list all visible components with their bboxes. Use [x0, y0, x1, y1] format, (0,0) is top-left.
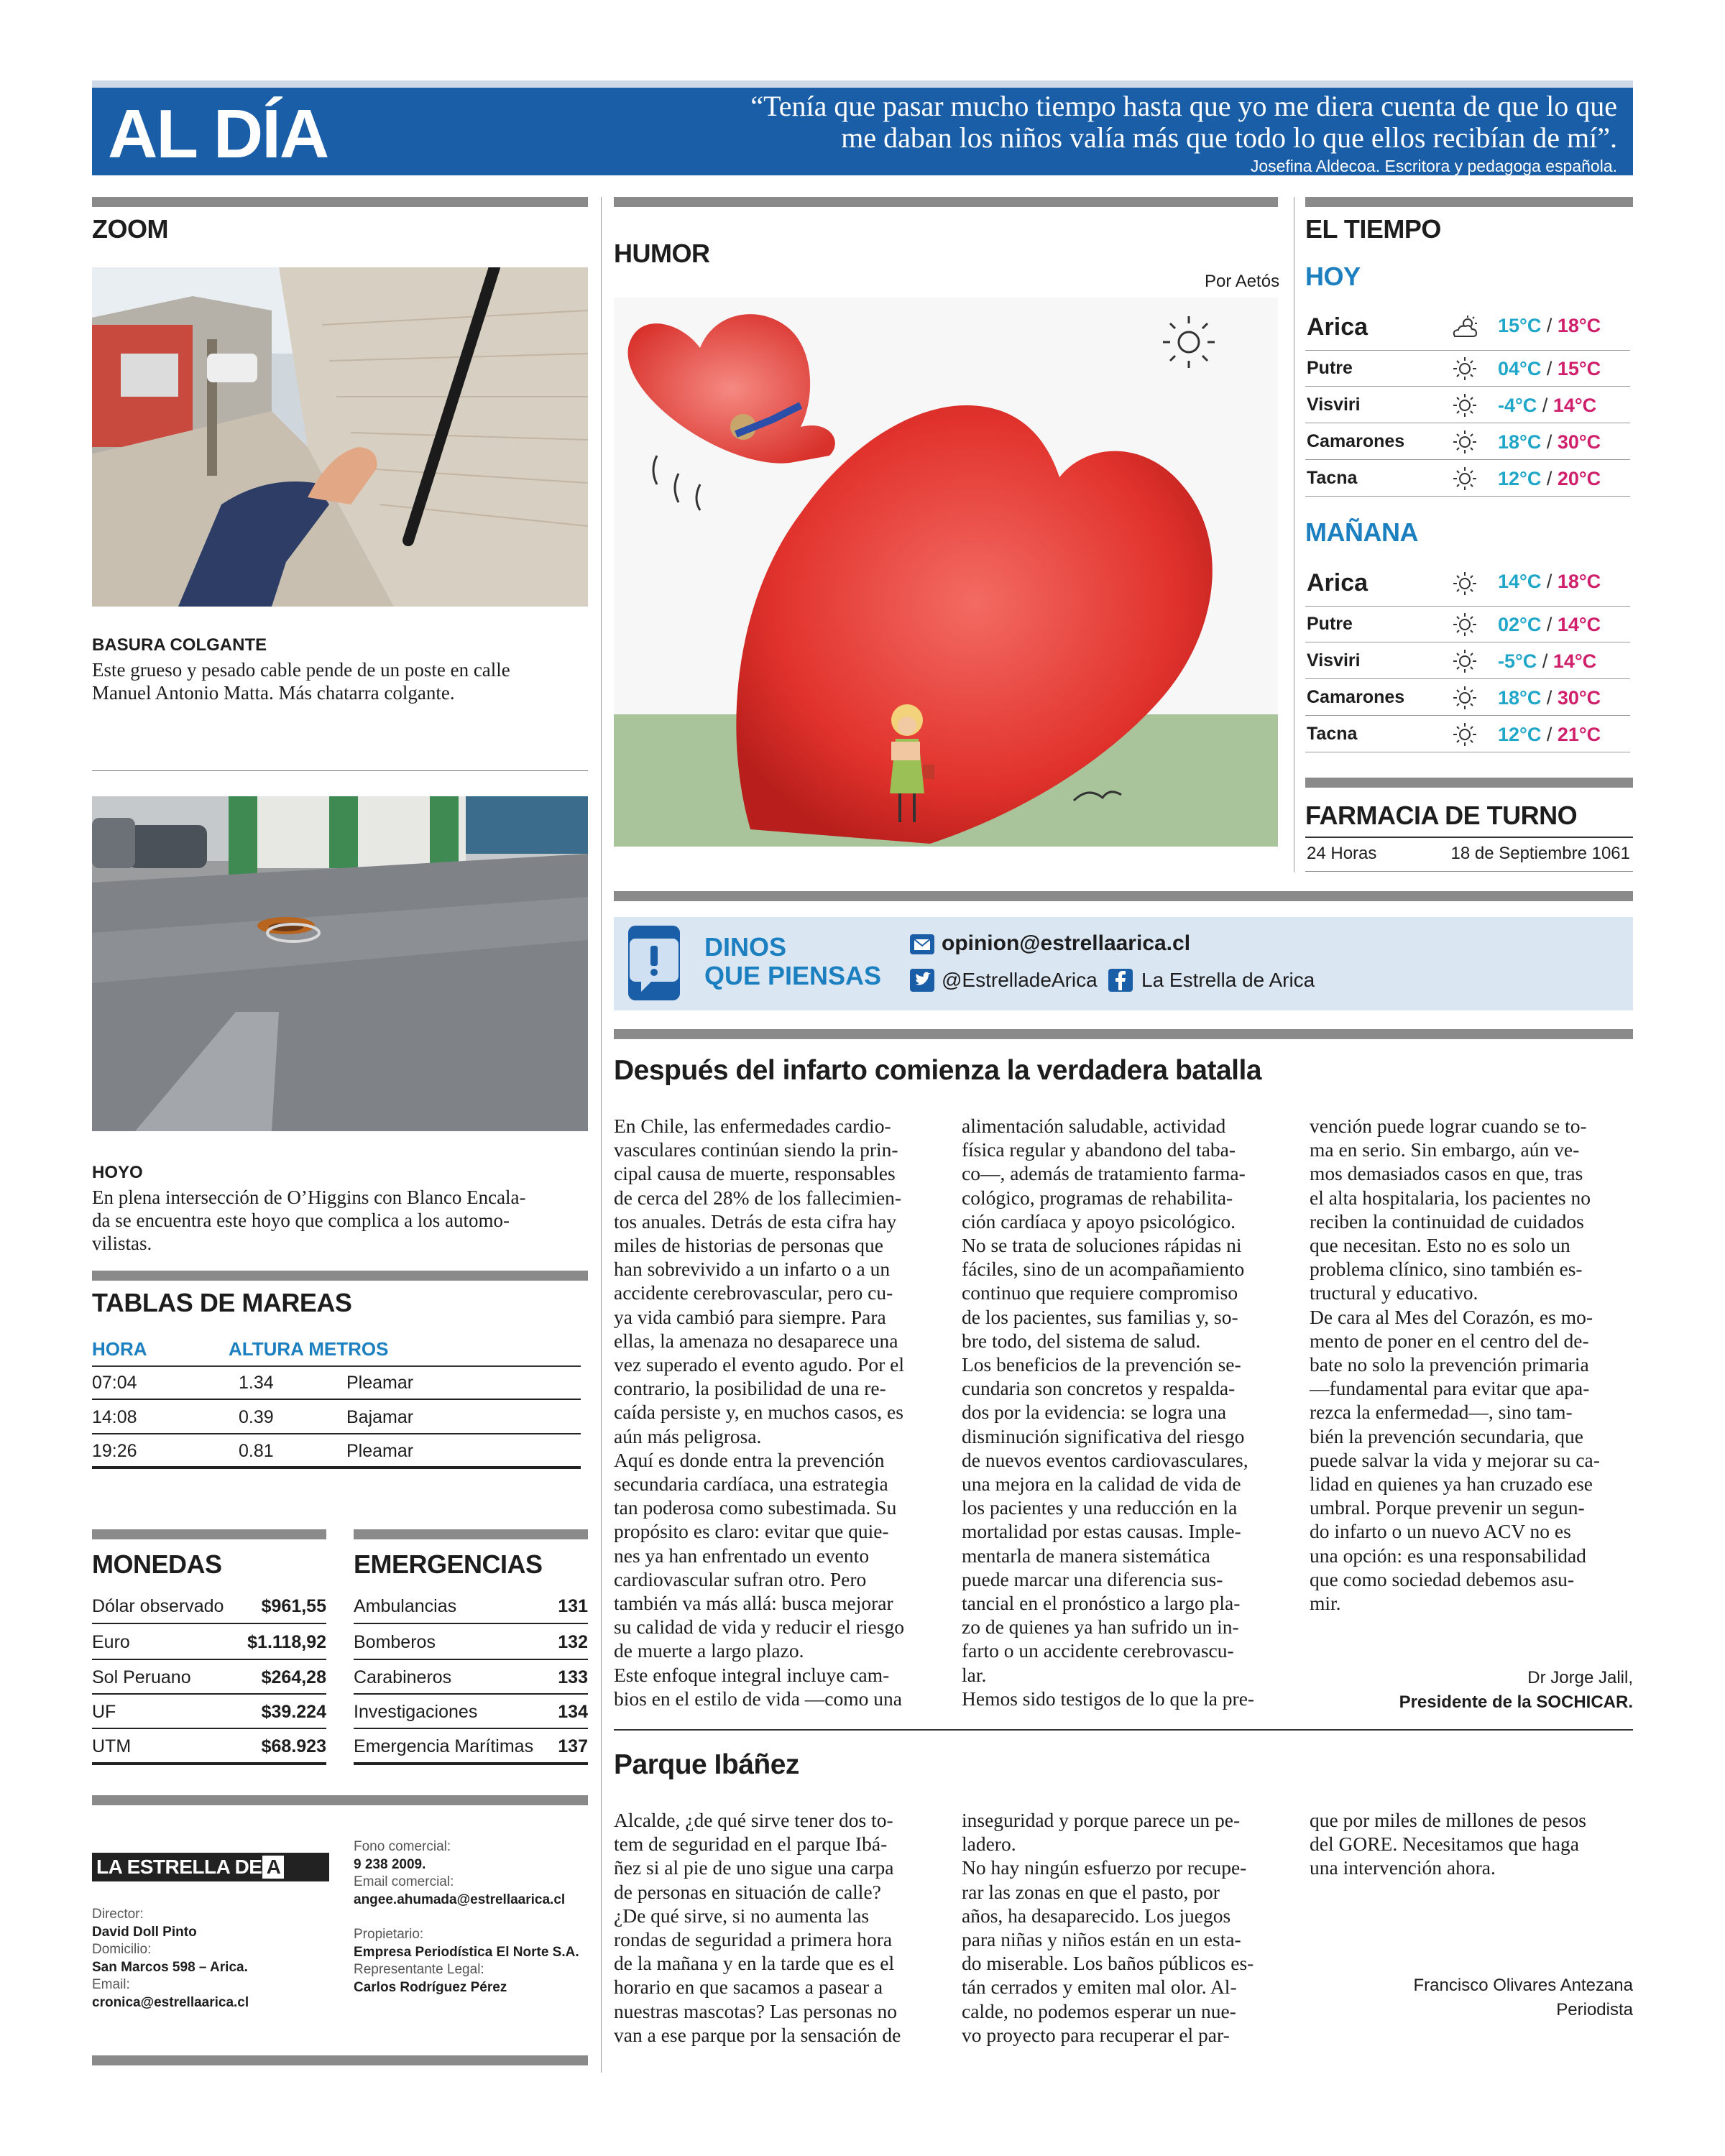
article-line: vasculares continúan siendo la prin-	[614, 1138, 898, 1161]
label: Fono comercial:	[354, 1839, 451, 1854]
contact-banner	[614, 917, 1633, 1010]
article-column-1	[614, 1808, 936, 2047]
weather-row	[1305, 387, 1630, 423]
article-line: que necesitan. Esto no es solo un	[1310, 1234, 1570, 1257]
article-title: Después del infarto comienza la verdadera batalla	[614, 1055, 1262, 1086]
article-line: años, ha desaparecido. Los juegos	[962, 1904, 1231, 1927]
weather-city: Putre	[1307, 358, 1353, 378]
rule	[92, 1271, 588, 1281]
article-line: ya vida cambió para siempre. Para	[614, 1305, 886, 1328]
tide-hour: 19:26	[92, 1440, 137, 1461]
article-line: De cara al Mes del Corazón, es mo-	[1310, 1305, 1593, 1328]
weather-temps	[1498, 395, 1596, 417]
email-icon	[910, 934, 934, 954]
article-line: propósito es claro: evitar que quie-	[614, 1520, 889, 1543]
weather-city: Tacna	[1307, 468, 1358, 488]
article-line: ladero.	[962, 1833, 1016, 1856]
rule	[614, 197, 1278, 207]
temp-min: -4°C	[1498, 395, 1537, 416]
temp-separator: /	[1541, 614, 1558, 635]
article-line: cológico, programas de rehabilita-	[962, 1186, 1233, 1209]
article-line: el alta hospitalaria, los pacientes no	[1310, 1186, 1591, 1209]
weather-city: Camarones	[1307, 687, 1405, 707]
column-divider	[601, 197, 602, 2073]
weather-today-label: HOY	[1305, 262, 1361, 291]
weather-row	[1305, 424, 1630, 460]
temp-separator: /	[1541, 687, 1558, 709]
temp-max: 14°C	[1557, 614, 1601, 635]
weather-row	[1305, 643, 1630, 679]
article-line: inseguridad y porque parece un pe-	[962, 1809, 1241, 1831]
caption-title-2: HOYO	[92, 1163, 143, 1182]
article-line: contrario, la posibilidad de una re-	[614, 1377, 886, 1400]
address: San Marcos 598 – Arica.	[92, 1959, 248, 1975]
currency-row	[92, 1696, 326, 1729]
label: Propietario:	[354, 1927, 424, 1942]
photo-pothole	[92, 796, 588, 1131]
emergency-row	[354, 1626, 588, 1660]
article-line: tancial en el pronóstico a largo pla-	[962, 1592, 1241, 1615]
article-line: vo proyecto para recuperar el par-	[962, 2023, 1230, 2046]
article-line: ñez si al pie de uno sigue una carpa	[614, 1856, 894, 1879]
article-column-2	[962, 1114, 1284, 1710]
emergency-number: 133	[558, 1667, 588, 1687]
article-line: su calidad de vida y reducir el riesgo	[614, 1616, 904, 1639]
currency-name: UTM	[92, 1736, 132, 1756]
weather-temps	[1498, 358, 1601, 380]
article-line: cipal causa de muerte, responsables	[614, 1162, 896, 1185]
sun-icon	[1449, 610, 1481, 639]
article-column-2	[962, 1808, 1284, 2047]
quote-author: Josefina Aldecoa. Escritora y pedagoga española.	[1250, 157, 1617, 175]
temp-max: 18°C	[1557, 315, 1601, 336]
emergency-name: Carabineros	[354, 1667, 452, 1687]
article-line: de los pacientes, sus familias y, so-	[962, 1305, 1238, 1328]
rule	[354, 1529, 588, 1539]
temp-separator: /	[1541, 571, 1558, 592]
sun-icon	[1449, 683, 1481, 712]
temp-max: 18°C	[1557, 571, 1601, 592]
article-line: van a ese parque por la sensación de	[614, 2023, 901, 2046]
commercial-email: angee.ahumada@estrellaarica.cl	[354, 1892, 566, 1907]
weather-temps	[1498, 724, 1601, 746]
rule	[614, 1729, 1633, 1731]
partly-cloudy-icon	[1449, 313, 1481, 342]
weather-row	[1305, 461, 1630, 497]
tide-row	[92, 1436, 581, 1469]
weather-city: Putre	[1307, 614, 1353, 634]
article-line: bién la prevención secundaria, que	[1310, 1424, 1584, 1447]
emergency-number: 137	[558, 1736, 588, 1756]
weather-row	[1305, 305, 1630, 351]
temp-separator: /	[1541, 358, 1558, 379]
article-line: accidente cerebrovascular, pero cu-	[614, 1281, 893, 1304]
cartoon-byline: Por Aetós	[1205, 272, 1280, 291]
temp-separator: /	[1541, 431, 1558, 453]
article-line: física regular y abandono del taba-	[962, 1138, 1236, 1161]
sun-icon	[1449, 720, 1481, 749]
article-line: No hay ningún esfuerzo por recupe-	[962, 1856, 1247, 1879]
owner: Empresa Periodística El Norte S.A.	[354, 1944, 579, 1960]
temp-max: 14°C	[1552, 395, 1597, 416]
article-line: secundaria cardíaca, una estrategia	[614, 1473, 888, 1496]
article-line: bate no solo la prevención primaria	[1310, 1353, 1589, 1376]
currency-row	[92, 1662, 326, 1695]
caption-line: vilistas.	[92, 1233, 152, 1254]
temp-max: 15°C	[1557, 358, 1601, 379]
article-column-3	[1310, 1808, 1633, 1880]
weather-temps	[1498, 687, 1601, 709]
article-line: mento de poner en el centro del de-	[1310, 1329, 1589, 1352]
article-line: Los beneficios de la prevención se-	[962, 1353, 1241, 1376]
article-line: lar.	[962, 1663, 987, 1686]
pharmacy-title: FARMACIA DE TURNO	[1305, 801, 1578, 830]
rule	[92, 1529, 326, 1539]
rule	[614, 1029, 1633, 1039]
article-signature	[1414, 1973, 1633, 2022]
caption-line: En plena intersección de O’Higgins con Blanco Encala-	[92, 1187, 526, 1208]
rule	[92, 2055, 588, 2065]
temp-min: 12°C	[1498, 724, 1542, 745]
article-line: farto o un accidente cerebrovascu-	[962, 1639, 1234, 1662]
currency-value: $1.118,92	[247, 1631, 326, 1652]
article-line: puede marcar una diferencia sus-	[962, 1567, 1223, 1590]
rule	[1305, 197, 1633, 207]
article-line: fáciles, sino de un acompañamiento	[962, 1258, 1245, 1281]
weather-row	[1305, 607, 1630, 642]
signature-name: Francisco Olivares Antezana	[1413, 1976, 1633, 1995]
weather-temps	[1498, 571, 1601, 593]
article-line: reciben la continuidad de cuidados	[1310, 1210, 1584, 1233]
rule	[614, 891, 1633, 901]
email: cronica@estrellaarica.cl	[92, 1994, 249, 2010]
article-line: han sobrevivido a un infarto o a un	[614, 1258, 891, 1281]
section-title: AL DÍA	[108, 96, 328, 172]
tide-row	[92, 1401, 581, 1434]
legal-rep: Carlos Rodríguez Pérez	[354, 1979, 507, 1995]
article-column-1	[614, 1114, 936, 1710]
article-line: do miserable. Los baños públicos es-	[962, 1952, 1254, 1975]
sun-icon	[1449, 354, 1481, 383]
caption-line: Este grueso y pesado cable pende de un poste en calle	[92, 659, 510, 681]
temp-min: 12°C	[1498, 468, 1542, 489]
currency-value: $68.923	[261, 1736, 326, 1756]
temp-separator: /	[1537, 650, 1553, 672]
tide-height: 1.34	[239, 1372, 274, 1393]
article-line: tán cerrados y emiten mal olor. Al-	[962, 1976, 1237, 1999]
article-line: también va más allá: busca mejorar	[614, 1592, 893, 1615]
tide-hour: 14:08	[92, 1406, 137, 1427]
currency-title: MONEDAS	[92, 1549, 222, 1579]
tide-type: Pleamar	[346, 1372, 414, 1393]
sun-icon	[1449, 428, 1481, 456]
article-line: rondas de seguridad a primera hora	[614, 1928, 893, 1951]
article-line: puede salvar la vida y mejorar su ca-	[1310, 1448, 1600, 1471]
article-line: del GORE. Necesitamos que haga	[1310, 1833, 1579, 1856]
pharmacy-address: 18 de Septiembre 1061	[1450, 844, 1630, 863]
article-signature	[1399, 1666, 1633, 1715]
article-line: umbral. Porque prevenir un segun-	[1310, 1496, 1585, 1519]
weather-row	[1305, 680, 1630, 716]
currency-value: $264,28	[261, 1667, 326, 1687]
weather-city: Visviri	[1307, 650, 1361, 671]
article-line: lidad en quienes ya han cruzado ese	[1310, 1473, 1593, 1496]
photo-hanging-cable	[92, 267, 588, 607]
weather-city: Tacna	[1307, 724, 1358, 744]
label: Director:	[92, 1907, 144, 1922]
emergency-row	[354, 1696, 588, 1729]
weather-city: Visviri	[1307, 395, 1361, 415]
temp-max: 20°C	[1557, 468, 1601, 489]
emergency-row	[354, 1662, 588, 1695]
weather-city: Arica	[1307, 313, 1368, 341]
weather-temps	[1498, 468, 1601, 490]
article-line: Aquí es donde entra la prevención	[614, 1448, 885, 1471]
logo-letter-a: A	[262, 1856, 284, 1879]
label: Email:	[92, 1977, 130, 1992]
article-line: caída persiste y, en muchos casos, es	[614, 1401, 903, 1424]
article-line: vez superado el evento agudo. Por el	[614, 1353, 904, 1376]
article-line: de la mañana y en la tarde que es el	[614, 1952, 895, 1975]
article-line: En Chile, las enfermedades cardio-	[614, 1115, 891, 1137]
tides-col-height: ALTURA METROS	[229, 1338, 389, 1360]
article-line: dos por la evidencia: se logra una	[962, 1401, 1227, 1424]
tides-col-hour: HORA	[92, 1338, 147, 1360]
currency-value: $39.224	[261, 1701, 326, 1722]
weather-tomorrow-label: MAÑANA	[1305, 517, 1418, 547]
emergency-number: 134	[558, 1701, 588, 1722]
label: Representante Legal:	[354, 1962, 484, 1977]
article-line: alimentación saludable, actividad	[962, 1115, 1226, 1137]
article-line: Este enfoque integral incluye cam-	[614, 1663, 890, 1686]
temp-min: -5°C	[1498, 650, 1537, 672]
masthead-right	[354, 1838, 579, 1996]
weather-temps	[1498, 614, 1601, 636]
currency-row	[92, 1626, 326, 1660]
caption-line: Manuel Antonio Matta. Más chatarra colgante.	[92, 682, 455, 704]
tide-height: 0.39	[239, 1406, 274, 1427]
rule	[92, 1795, 588, 1805]
signature-role: Periodista	[1556, 2000, 1633, 2019]
article-line: que por miles de millones de pesos	[1310, 1809, 1586, 1831]
article-line: zo de quienes ya han sufrido un in-	[962, 1616, 1239, 1639]
label: Email comercial:	[354, 1874, 454, 1889]
article-line: ma en serio. Sin embargo, aún ve-	[1310, 1138, 1580, 1161]
logo-text: LA ESTRELLA DE	[96, 1856, 262, 1878]
sun-icon	[1449, 647, 1481, 676]
sun-icon	[1449, 464, 1481, 493]
article-line: —fundamental para evitar que apa-	[1310, 1377, 1590, 1400]
article-line: mir.	[1310, 1592, 1341, 1615]
currency-row	[92, 1590, 326, 1624]
weather-temps	[1498, 650, 1596, 673]
rule	[92, 770, 588, 771]
tide-height: 0.81	[239, 1440, 274, 1461]
article-line: mentarla de manera sistemática	[962, 1544, 1210, 1567]
article-line: aún más peligrosa.	[614, 1424, 762, 1447]
label: Domicilio:	[92, 1942, 152, 1957]
temp-max: 30°C	[1557, 687, 1601, 709]
masthead-left	[92, 1906, 249, 2012]
temp-max: 30°C	[1557, 431, 1601, 453]
article-line: una intervención ahora.	[1310, 1856, 1496, 1879]
tide-hour: 07:04	[92, 1372, 137, 1393]
emergency-title: EMERGENCIAS	[354, 1549, 543, 1579]
article-line: Hemos sido testigos de lo que la pre-	[962, 1687, 1255, 1710]
article-line: problema clínico, sino también es-	[1310, 1258, 1583, 1281]
temp-separator: /	[1537, 395, 1553, 416]
contact-twitter-link[interactable]: @EstrelladeArica	[942, 969, 1098, 991]
temp-min: 04°C	[1498, 358, 1542, 379]
rule	[92, 197, 588, 207]
quote-line-1: “Tenía que pasar mucho tiempo hasta que yo me diera cuenta de que lo que	[750, 90, 1617, 122]
contact-facebook-link[interactable]: La Estrella de Arica	[1141, 969, 1315, 991]
article-line: nes ya han enfrentado un evento	[614, 1544, 870, 1567]
article-line: continuo que requiere compromiso	[962, 1281, 1238, 1304]
newspaper-logo	[92, 1853, 329, 1907]
article-line: calde, no podemos esperar un nue-	[962, 1999, 1236, 2022]
emergency-name: Bomberos	[354, 1631, 436, 1652]
tide-type: Pleamar	[346, 1440, 414, 1461]
emergency-row	[354, 1590, 588, 1624]
article-line: tan poderosa como subestimada. Su	[614, 1496, 897, 1519]
article-line: Alcalde, ¿de qué sirve tener dos to-	[614, 1809, 893, 1831]
heart-cartoon	[614, 298, 1278, 847]
weather-temps	[1498, 431, 1601, 453]
currency-name: Dólar observado	[92, 1595, 224, 1616]
article-line: rezca la enfermedad—, sino tam-	[1310, 1401, 1573, 1424]
article-line: para niñas y niños están en un esta-	[962, 1928, 1241, 1951]
weather-row	[1305, 561, 1630, 607]
currency-row	[92, 1731, 326, 1765]
temp-max: 21°C	[1557, 724, 1601, 745]
contact-email-link[interactable]: opinion@estrellaarica.cl	[942, 931, 1191, 955]
article-line: vención puede lograr cuando se to-	[1310, 1115, 1587, 1137]
humor-title: HUMOR	[614, 239, 710, 268]
twitter-icon	[910, 969, 934, 992]
article-line: ¿De qué sirve, si no aumenta las	[614, 1904, 870, 1927]
signature-role: Presidente de la SOCHICAR.	[1399, 1692, 1633, 1712]
logo-text: RICA	[96, 1884, 144, 1907]
article-line: ción cardíaca y apoyo psicológico.	[962, 1210, 1236, 1233]
section-header	[92, 80, 1633, 175]
article-line: tructural y educativo.	[1310, 1281, 1478, 1304]
quote-line-2: me daban los niños valía más que todo lo que ellos recibían de mí”.	[841, 121, 1617, 154]
pharmacy-hours: 24 Horas	[1307, 844, 1377, 863]
caption-text-2	[92, 1186, 588, 1255]
article-line: tos anuales. Detrás de esta cifra hay	[614, 1210, 897, 1233]
article-column-3	[1310, 1114, 1633, 1615]
currency-value: $961,55	[261, 1595, 326, 1616]
alert-icon	[628, 926, 680, 1000]
article-line: de personas en situación de calle?	[614, 1880, 881, 1903]
emergency-number: 132	[558, 1631, 588, 1652]
rule	[1305, 837, 1633, 838]
weather-city: Arica	[1307, 569, 1368, 596]
temp-separator: /	[1541, 468, 1558, 489]
article-line: No se trata de soluciones rápidas ni	[962, 1234, 1242, 1257]
temp-separator: /	[1541, 724, 1558, 745]
rule	[1305, 778, 1633, 788]
temp-min: 14°C	[1498, 571, 1542, 592]
rule	[1305, 871, 1633, 872]
article-line: tem de seguridad en el parque Ibá-	[614, 1833, 888, 1856]
emergency-name: Ambulancias	[354, 1595, 457, 1616]
weather-city: Camarones	[1307, 431, 1405, 451]
temp-min: 15°C	[1498, 315, 1542, 336]
tides-title: TABLAS DE MAREAS	[92, 1288, 352, 1317]
emergency-name: Emergencia Marítimas	[354, 1736, 534, 1756]
header-quote	[539, 91, 1617, 154]
caption-line: da se encuentra este hoyo que complica a los automo-	[92, 1210, 510, 1231]
article-line: mortalidad por estas causas. Imple-	[962, 1520, 1241, 1543]
emergency-name: Investigaciones	[354, 1701, 478, 1722]
phone: 9 238 2009.	[354, 1856, 426, 1872]
caption-title-1: BASURA COLGANTE	[92, 635, 267, 655]
zoom-title: ZOOM	[92, 214, 168, 244]
article-line: bre todo, del sistema de salud.	[962, 1329, 1201, 1352]
temp-min: 18°C	[1498, 431, 1542, 453]
currency-name: UF	[92, 1701, 116, 1722]
article-line: ellas, la amenaza no desaparece una	[614, 1329, 898, 1352]
caption-text-1	[92, 658, 588, 704]
tide-row	[92, 1367, 581, 1400]
sun-icon	[1449, 569, 1481, 598]
article-line: una opción: es una responsabilidad	[1310, 1544, 1586, 1567]
weather-title: EL TIEMPO	[1305, 214, 1441, 244]
article-line: disminución significativa del riesgo	[962, 1424, 1245, 1447]
article-line: do infarto o un nuevo ACV no es	[1310, 1520, 1571, 1543]
article-line: una mejora en la calidad de vida de	[962, 1473, 1241, 1496]
article-line: cundaria son concretos y respalda-	[962, 1377, 1236, 1400]
article-line: rar las zonas en que el pasto, por	[962, 1880, 1220, 1903]
article-line: co—, además de tratamiento farma-	[962, 1162, 1246, 1185]
temp-min: 02°C	[1498, 614, 1542, 635]
weather-temps	[1498, 315, 1601, 337]
article-line: mos demasiados casos en que, tras	[1310, 1162, 1583, 1185]
weather-row	[1305, 717, 1630, 752]
temp-separator: /	[1541, 315, 1558, 336]
currency-name: Sol Peruano	[92, 1667, 191, 1687]
article-title: Parque Ibáñez	[614, 1749, 799, 1780]
article-line: de muerte a largo plazo.	[614, 1639, 804, 1662]
emergency-number: 131	[558, 1595, 588, 1616]
weather-row	[1305, 351, 1630, 387]
temp-min: 18°C	[1498, 687, 1542, 709]
article-line: nuestras mascotas? Las personas no	[614, 1999, 898, 2022]
article-line: cardiovascular sufran otro. Pero	[614, 1567, 867, 1590]
article-line: bios en el estilo de vida —como una	[614, 1687, 902, 1710]
emergency-row	[354, 1731, 588, 1765]
article-line: horario en que sacamos a pasear a	[614, 1976, 883, 1999]
temp-max: 14°C	[1552, 650, 1597, 672]
sun-icon	[1449, 391, 1481, 420]
tide-type: Bajamar	[346, 1406, 414, 1427]
contact-heading-line: DINOS	[704, 932, 787, 962]
contact-heading-line: QUE PIENSAS	[704, 961, 882, 990]
article-line: de nuevos eventos cardiovasculares,	[962, 1448, 1248, 1471]
article-line: los pacientes y una reducción en la	[962, 1496, 1238, 1519]
currency-name: Euro	[92, 1631, 130, 1652]
article-line: miles de historias de personas que	[614, 1234, 883, 1257]
article-line: que como sociedad debemos asu-	[1310, 1567, 1575, 1590]
director: David Doll Pinto	[92, 1924, 197, 1940]
article-line: de cerca del 28% de los fallecimien-	[614, 1186, 902, 1209]
signature-name: Dr Jorge Jalil,	[1527, 1668, 1633, 1687]
facebook-icon	[1108, 969, 1133, 992]
contact-heading	[704, 933, 881, 990]
